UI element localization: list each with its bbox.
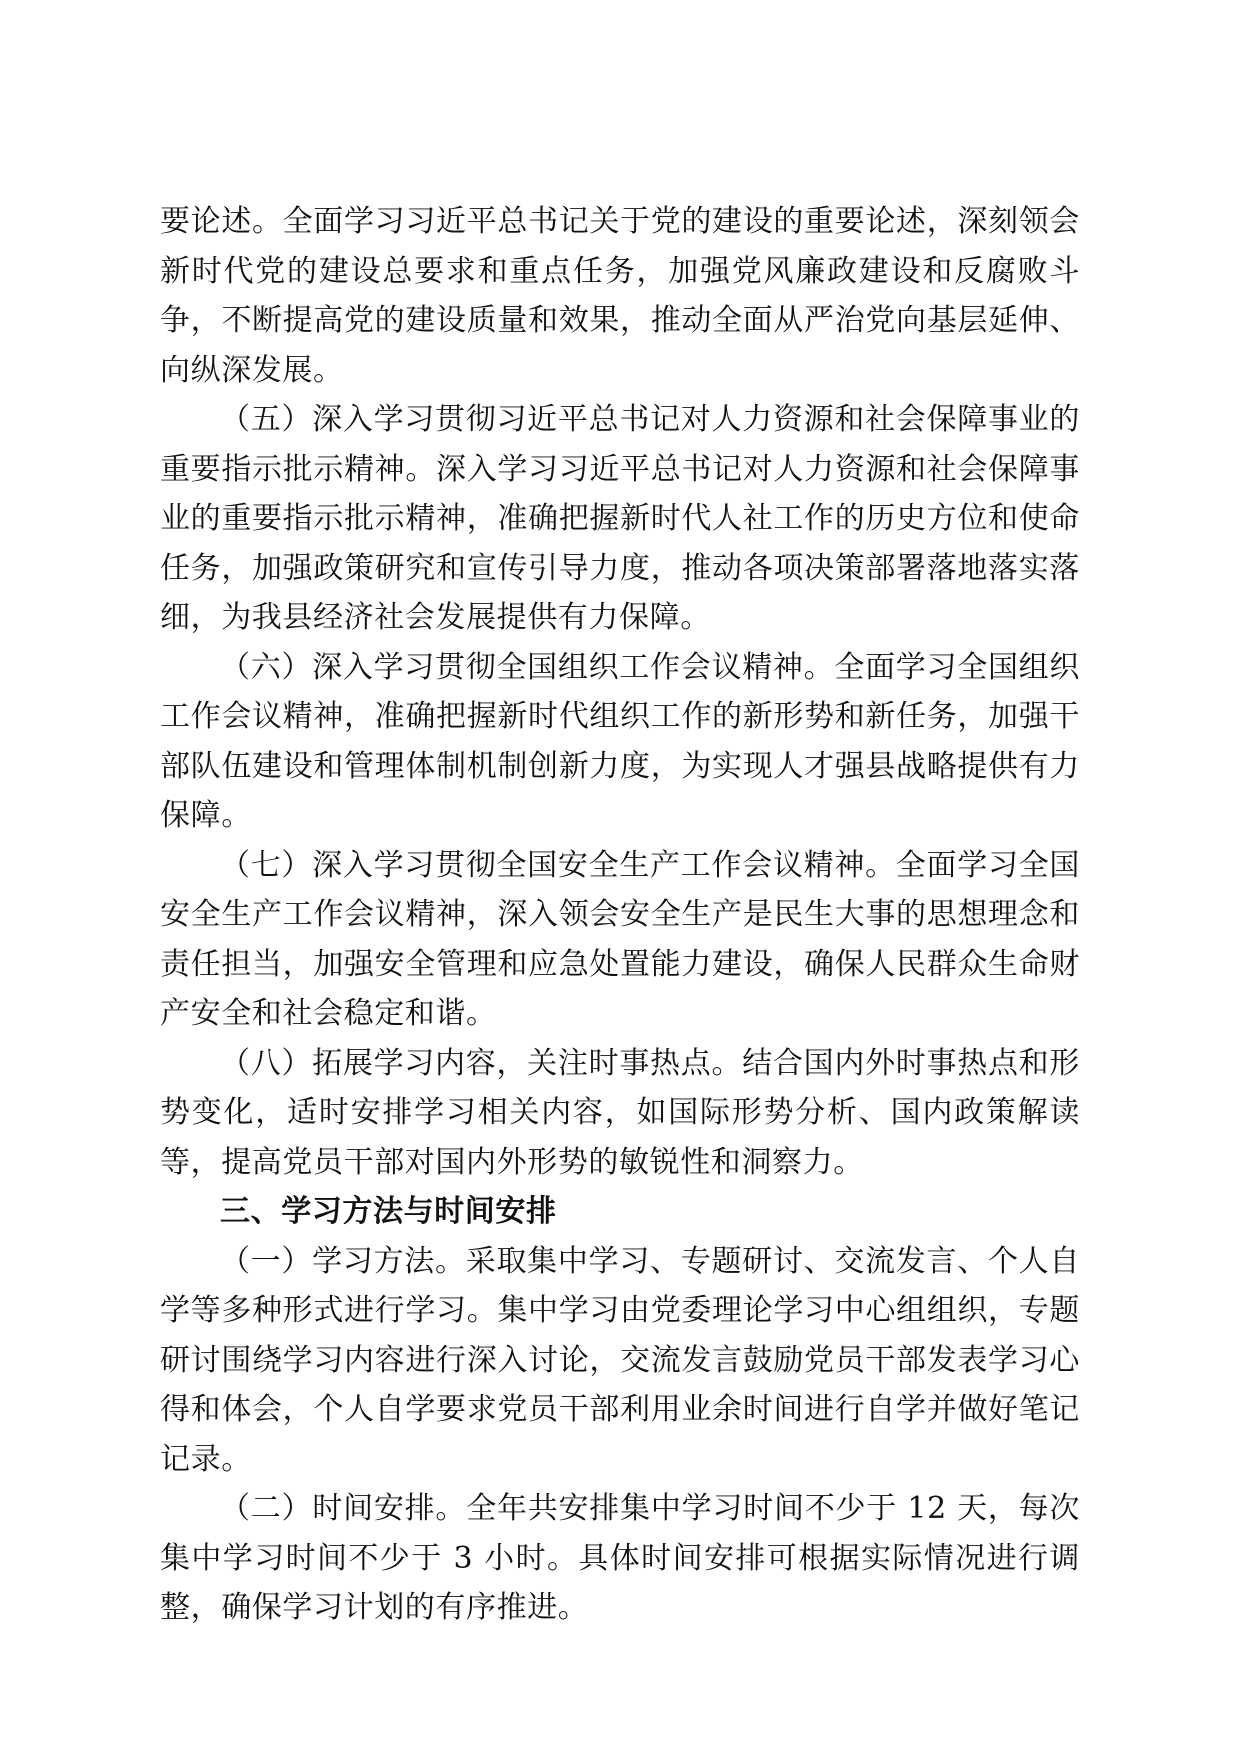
paragraph-item-7: （七）深入学习贯彻全国安全生产工作会议精神。全面学习全国安全生产工作会议精神，深入领会安全生产是民生大事的思想理念和责任担当，加强安全管理和应急处置能力建设，确保人民群众生命财产安全和社会稳定和谐。 (160, 847, 1080, 1031)
document-page (160, 197, 1080, 1633)
paragraph-item-8: （八）拓展学习内容，关注时事热点。结合国内外时事热点和形势变化，适时安排学习相关内容，如国际形势分析、国内政策解读等，提高党员干部对国内外形势的敏锐性和洞察力。 (160, 1045, 1080, 1180)
paragraph-item-6: （六）深入学习贯彻全国组织工作会议精神。全面学习全国组织工作会议精神，准确把握新时代组织工作的新形势和新任务，加强干部队伍建设和管理体制机制创新力度，为实现人才强县战略提供有力保障。 (160, 649, 1080, 833)
section-heading-3: 三、学习方法与时间安排 (220, 1194, 557, 1229)
paragraph-item-5: （五）深入学习贯彻习近平总书记对人力资源和社会保障事业的重要指示批示精神。深入学习习近平总书记对人力资源和社会保障事业的重要指示批示精神，准确把握新时代人社工作的历史方位和使命任务，加强政策研究和宣传引导力度，推动各项决策部署落地落实落细，为我县经济社会发展提供有力保障。 (160, 402, 1080, 635)
paragraph-time-schedule: （二）时间安排。全年共安排集中学习时间不少于 12 天，每次集中学习时间不少于 3 小时。具体时间安排可根据实际情况进行调整，确保学习计划的有序推进。 (160, 1491, 1080, 1625)
paragraph-party-building-cont: 要论述。全面学习习近平总书记关于党的建设的重要论述，深刻领会新时代党的建设总要求和重点任务，加强党风廉政建设和反腐败斗争，不断提高党的建设质量和效果，推动全面从严治党向基层延伸、向纵深发展。 (160, 204, 1080, 388)
paragraph-study-method: （一）学习方法。采取集中学习、专题研讨、交流发言、个人自学等多种形式进行学习。集中学习由党委理论学习中心组组织，专题研讨围绕学习内容进行深入讨论，交流发言鼓励党员干部发表学习心得和体会，个人自学要求党员干部利用业余时间进行自学并做好笔记记录。 (160, 1243, 1080, 1477)
